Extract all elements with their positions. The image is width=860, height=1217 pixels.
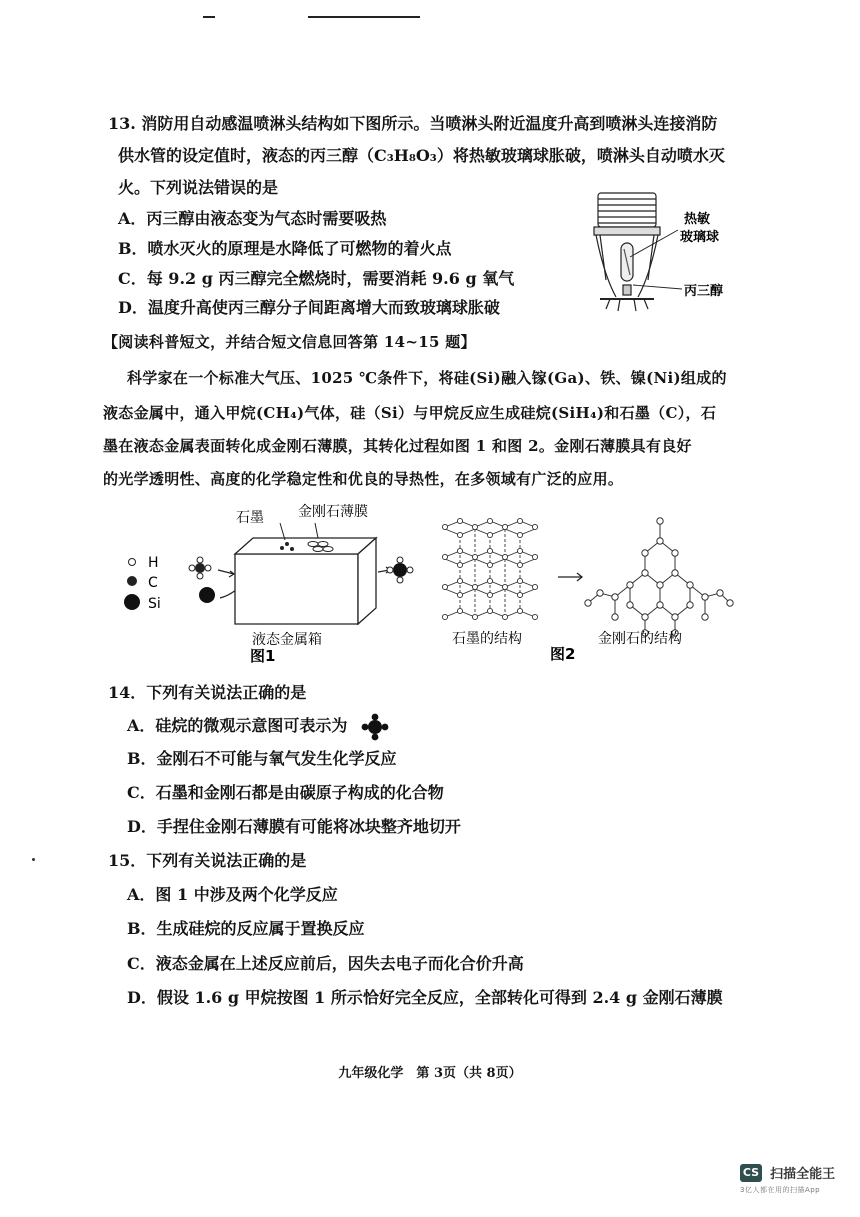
legend bbox=[124, 555, 161, 612]
silane-option-molecule bbox=[360, 712, 390, 742]
top-mark-left bbox=[203, 16, 215, 18]
scanner-watermark bbox=[740, 1162, 850, 1195]
glycerol-label: 丙三醇 bbox=[684, 284, 724, 299]
scanner-logo-icon: CS bbox=[740, 1164, 762, 1182]
q15-option-a: A．图 1 中涉及两个化学反应 bbox=[127, 885, 338, 904]
margin-dot bbox=[32, 858, 35, 861]
diamond-structure-label: 金刚石的结构 bbox=[598, 631, 682, 647]
scanner-tagline: 3亿人都在用的扫描App bbox=[740, 1186, 821, 1194]
page-footer: 九年级化学 第 3页（共 8页） bbox=[338, 1066, 522, 1081]
q15-option-b: B．生成硅烷的反应属于置换反应 bbox=[127, 919, 365, 938]
reading-line-4: 的光学透明性、高度的化学稳定性和优良的导热性，在多领域有广泛的应用。 bbox=[103, 470, 624, 488]
diamond-structure bbox=[585, 518, 733, 636]
q14-option-c: C．石墨和金刚石都是由碳原子构成的化合物 bbox=[127, 783, 444, 802]
q13-option-c: C．每 9.2 g 丙三醇完全燃烧时，需要消耗 9.6 g 氧气 bbox=[118, 269, 515, 288]
scanner-brand-name: 扫描全能王 bbox=[770, 1167, 836, 1182]
methane-molecule bbox=[189, 557, 211, 579]
legend-h-label: H bbox=[148, 555, 159, 571]
q15-option-c: C．液态金属在上述反应前后，因失去电子而化合价升高 bbox=[127, 954, 524, 973]
legend-c-marker bbox=[127, 576, 137, 586]
legend-h-marker bbox=[129, 559, 136, 566]
graphite-structure bbox=[442, 518, 537, 619]
bulb-label-line2: 玻璃球 bbox=[680, 230, 720, 245]
silicon-atom bbox=[199, 587, 215, 603]
legend-c-label: C bbox=[148, 575, 158, 591]
reading-line-1: 科学家在一个标准大气压、1025 ℃条件下，将硅(Si)融入镓(Ga)、铁、镍(Ni)组成的 bbox=[127, 369, 727, 387]
q13-option-b: B．喷水灭火的原理是水降低了可燃物的着火点 bbox=[118, 239, 452, 258]
q15-option-d: D．假设 1.6 g 甲烷按图 1 所示恰好完全反应，全部转化可得到 2.4 g 金刚石薄膜 bbox=[127, 988, 723, 1007]
reading-line-3: 墨在液态金属表面转化成金刚石薄膜，其转化过程如图 1 和图 2。金刚石薄膜具有良好 bbox=[103, 437, 692, 455]
figure-1-caption: 图1 bbox=[250, 647, 276, 665]
legend-si-marker bbox=[124, 594, 140, 610]
q13-stem-line2: 供水管的设定值时，液态的丙三醇（C₃H₈O₃）将热敏玻璃球胀破，喷淋头自动喷水灭 bbox=[118, 146, 725, 165]
reading-line-2: 液态金属中，通入甲烷(CH₄)气体，硅（Si）与甲烷反应生成硅烷(SiH₄)和石墨（C），石 bbox=[103, 404, 717, 422]
liquid-metal-box bbox=[235, 538, 376, 624]
q14-stem: 14．下列有关说法正确的是 bbox=[108, 683, 307, 702]
q14-option-d: D．手捏住金刚石薄膜有可能将冰块整齐地切开 bbox=[127, 817, 461, 836]
figure-2-caption: 图2 bbox=[550, 645, 576, 663]
q13-option-a: A．丙三醇由液态变为气态时需要吸热 bbox=[118, 209, 387, 228]
q14-option-a: A．硅烷的微观示意图可表示为 bbox=[127, 716, 348, 735]
bulb-label-line1: 热敏 bbox=[684, 212, 711, 227]
sprinkler-head-figure bbox=[560, 185, 760, 320]
q14-option-b: B．金刚石不可能与氧气发生化学反应 bbox=[127, 749, 397, 768]
reading-heading: 【阅读科普短文，并结合短文信息回答第 14~15 题】 bbox=[103, 333, 476, 351]
graphite-label: 石墨 bbox=[236, 510, 264, 526]
liquid-metal-box-label: 液态金属箱 bbox=[252, 632, 322, 648]
figure-1 bbox=[110, 498, 430, 668]
q13-stem-line1: 13. 消防用自动感温喷淋头结构如下图所示。当喷淋头附近温度升高到喷淋头连接消防 bbox=[108, 114, 718, 133]
q13-option-d: D．温度升高使丙三醇分子间距离增大而致玻璃球胀破 bbox=[118, 298, 500, 317]
legend-si-label: Si bbox=[148, 596, 161, 612]
figure-2 bbox=[440, 515, 740, 665]
silane-molecule bbox=[387, 557, 413, 583]
q13-stem-line3: 火。下列说法错误的是 bbox=[118, 178, 279, 197]
graphite-structure-label: 石墨的结构 bbox=[452, 631, 522, 647]
q15-stem: 15．下列有关说法正确的是 bbox=[108, 851, 307, 870]
diamond-film-label: 金刚石薄膜 bbox=[298, 504, 368, 520]
top-mark-right bbox=[308, 16, 420, 18]
